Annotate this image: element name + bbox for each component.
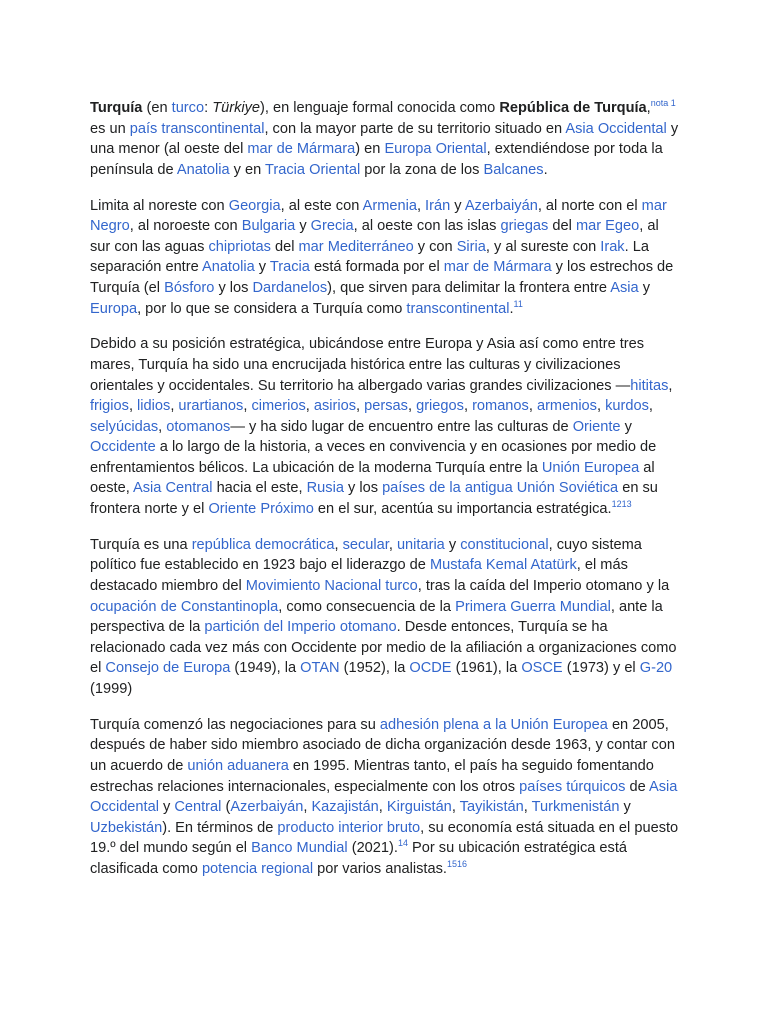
link-tracia[interactable]: Tracia: [269, 259, 310, 276]
text: de: [625, 778, 649, 795]
text: Por su ubicación estratégica está clasificada como: [90, 840, 627, 877]
paragraph-politics: [90, 535, 680, 700]
native-name: Türkiye: [212, 100, 261, 116]
text: — y ha sido lugar de encuentro entre las culturas de: [230, 418, 573, 435]
link-selyucidas[interactable]: selyúcidas: [90, 418, 159, 435]
link-union-aduanera[interactable]: unión aduanera: [187, 757, 289, 774]
text: por varios analistas.: [313, 860, 447, 877]
text: ,: [668, 377, 673, 394]
text: ,: [170, 398, 179, 415]
link-mar-egeo[interactable]: mar Egeo: [575, 218, 640, 235]
link-mustafa-kemal-ataturk[interactable]: Mustafa Kemal Atatürk: [429, 557, 577, 574]
link-anatolia[interactable]: Anatolia: [201, 259, 255, 276]
text: , como consecuencia de la: [278, 598, 456, 615]
text: , su economía está situada en el puesto 19.º del mundo según el: [90, 819, 679, 857]
article-body: [90, 98, 680, 895]
text: al oeste,: [90, 459, 655, 497]
footnote-12-13[interactable]: [612, 499, 632, 509]
text: , tras la caída del Imperio otomano y la: [417, 578, 670, 595]
text: ,: [648, 398, 653, 415]
text: ), que sirven para delimitar la frontera entre: [327, 279, 611, 296]
link-lidios[interactable]: lidios: [137, 398, 171, 415]
text: ,: [334, 536, 343, 553]
text: y: [620, 418, 632, 435]
link-consejo-de-europa[interactable]: Consejo de Europa: [105, 660, 231, 677]
link-irak[interactable]: Irak: [600, 238, 625, 255]
text: . La separación entre: [90, 238, 649, 276]
text: ,: [158, 418, 167, 435]
text: ) en: [355, 141, 385, 158]
text: Limita al noreste con: [90, 197, 229, 214]
link-transcontinental[interactable]: transcontinental: [406, 300, 510, 317]
text: y los: [343, 480, 383, 497]
text: . Desde entonces, Turquía se ha relacionado cada vez más con Occidente por medio de la afiliación a organizaciones como el: [90, 619, 677, 677]
footnote-link[interactable]: 13: [621, 499, 632, 510]
link-europa-oriental[interactable]: Europa Oriental: [384, 141, 487, 158]
link-bosforo[interactable]: Bósforo: [164, 279, 215, 296]
text: y: [295, 218, 311, 235]
link-paises-turquicos[interactable]: países túrquicos: [519, 778, 626, 795]
text: (2021).: [347, 840, 398, 857]
text: ,: [305, 398, 314, 415]
text: y los estrechos de Turquía (el: [90, 259, 674, 296]
text: ,: [416, 197, 426, 214]
link-potencia-regional[interactable]: potencia regional: [201, 860, 314, 877]
link-armenia[interactable]: Armenia: [362, 197, 417, 214]
link-europa[interactable]: Europa: [90, 300, 138, 317]
text: Turquía es una: [90, 536, 192, 553]
link-g-20[interactable]: G-20: [639, 660, 673, 677]
link-urartianos[interactable]: urartianos: [178, 398, 244, 415]
text: , al norte con el: [537, 197, 642, 214]
text: ,: [463, 398, 473, 415]
link-azerbaiyan[interactable]: Azerbaiyán: [464, 197, 538, 214]
text: en el sur, acentúa su importancia estratégica.: [313, 501, 612, 518]
text: y los: [214, 279, 253, 296]
link-kirguistan[interactable]: Kirguistán: [386, 799, 452, 816]
text: , con la mayor parte de su territorio situado en: [264, 120, 566, 137]
text: (: [221, 799, 231, 816]
link-uzbekistan[interactable]: Uzbekistán: [90, 819, 163, 836]
text: (1999): [90, 681, 133, 697]
text: a lo largo de la historia, a veces en convivencia y en ocasiones por medio de enfrentamientos bélicos. La ubicación de la moderna Turquía entre la: [90, 439, 657, 476]
footnote-link[interactable]: 11: [513, 298, 523, 309]
link-banco-mundial[interactable]: Banco Mundial: [251, 840, 348, 857]
link-anatolia[interactable]: Anatolia: [176, 161, 230, 178]
link-primera-guerra-mundial[interactable]: Primera Guerra Mundial: [455, 598, 611, 615]
link-republica-democratica[interactable]: república democrática: [191, 536, 335, 553]
text: .: [543, 161, 548, 178]
text: .: [509, 300, 514, 317]
text: y: [638, 279, 651, 296]
text: Turquía comenzó las negociaciones para su: [90, 716, 380, 733]
link-georgia[interactable]: Georgia: [228, 197, 281, 214]
text: ,: [243, 398, 252, 415]
footnote-11[interactable]: [514, 299, 523, 309]
link-balcanes[interactable]: Balcanes: [483, 161, 544, 178]
footnote-link[interactable]: 14: [397, 838, 408, 849]
link-oriente-proximo[interactable]: Oriente Próximo: [208, 501, 314, 518]
text: es un: [90, 120, 130, 137]
text: en 1995. Mientras tanto, el país ha seguido fomentando estrechas relaciones internacionales, especialmente con los otros: [90, 757, 654, 795]
link-ocde[interactable]: OCDE: [409, 660, 452, 677]
link-producto-interior-bruto[interactable]: producto interior bruto: [277, 819, 421, 836]
footnote-note-1[interactable]: [651, 98, 676, 108]
paragraph-borders: [90, 196, 680, 320]
link-cimerios[interactable]: cimerios: [251, 398, 306, 415]
text: ,: [596, 398, 606, 415]
paragraph-international-relations: [90, 715, 680, 880]
link-otan[interactable]: OTAN: [300, 660, 340, 677]
link-otomanos[interactable]: otomanos: [166, 418, 231, 435]
link-persas[interactable]: persas: [364, 398, 408, 415]
link-mar-de-marmara[interactable]: mar de Mármara: [247, 141, 356, 158]
link-asirios[interactable]: asirios: [313, 398, 357, 415]
text: Debido a su posición estratégica, ubicándose entre Europa y Asia así como entre tres mares, Turquía ha sido una encrucijada histórica entre las culturas y civilizaciones orientales y occidentales. Su territorio ha albergado varias grandes civilizaciones —: [90, 336, 645, 394]
text: :: [204, 100, 213, 116]
footnote-14[interactable]: [398, 838, 408, 848]
text: y: [254, 259, 270, 276]
link-griegos[interactable]: griegos: [416, 398, 464, 415]
link-asia[interactable]: Asia: [610, 279, 639, 296]
link-asia-occidental[interactable]: Asia Occidental: [90, 778, 678, 816]
link-ocupacion-de-constantinopla[interactable]: ocupación de Constantinopla: [90, 598, 279, 615]
text: (en: [142, 100, 172, 116]
footnote-link[interactable]: 16: [456, 858, 467, 869]
link-mar-de-marmara[interactable]: mar de Mármara: [443, 259, 552, 276]
text: (1949), la: [230, 660, 301, 677]
link-osce[interactable]: OSCE: [521, 660, 563, 677]
link-griegas[interactable]: griegas: [500, 218, 549, 235]
link-azerbaiyan[interactable]: Azerbaiyán: [230, 799, 304, 816]
text: , ante la perspectiva de la: [90, 598, 663, 636]
text: , al sur con las aguas: [90, 218, 659, 255]
text: , por lo que se considera a Turquía como: [137, 300, 407, 317]
link-central[interactable]: Central: [174, 799, 222, 816]
text: en su frontera norte y el: [90, 480, 658, 518]
text: ,: [523, 799, 532, 816]
text: , el más destacado miembro del: [90, 557, 628, 595]
link-turkmenistan[interactable]: Turkmenistán: [531, 799, 620, 816]
text: ,: [407, 398, 417, 415]
text: , al oeste con las islas: [353, 218, 501, 235]
link-grecia[interactable]: Grecia: [310, 218, 354, 235]
text: , al este con: [280, 197, 363, 214]
text: hacia el este,: [212, 480, 307, 497]
link-armenios[interactable]: armenios: [536, 398, 597, 415]
text: ,: [303, 799, 312, 816]
article-subject: Turquía: [90, 100, 143, 116]
text: y en: [229, 161, 266, 178]
text: del: [270, 238, 299, 255]
text: ,: [646, 100, 651, 116]
text: ,: [378, 799, 387, 816]
link-asia-occidental[interactable]: Asia Occidental: [565, 120, 667, 137]
link-particion-del-imperio-otomano[interactable]: partición del Imperio otomano: [204, 619, 397, 636]
paragraph-intro: [90, 98, 680, 180]
text: y: [619, 799, 631, 816]
footnote-link[interactable]: 12: [611, 499, 622, 510]
link-turco[interactable]: turco: [171, 100, 205, 116]
footnote-15-16[interactable]: [447, 859, 467, 869]
link-iran[interactable]: Irán: [425, 197, 451, 214]
link-hititas[interactable]: hititas: [630, 377, 669, 394]
text: (1973) y el: [562, 660, 640, 677]
link-movimiento-nacional-turco[interactable]: Movimiento Nacional turco: [245, 578, 418, 595]
link-tayikistan[interactable]: Tayikistán: [459, 799, 524, 816]
link-adhesion-union-europea[interactable]: adhesión plena a la Unión Europea: [379, 716, 608, 733]
paragraph-history: [90, 334, 680, 519]
footnote-link[interactable]: 15: [446, 858, 457, 869]
text: y: [450, 197, 465, 214]
link-mar-negro[interactable]: mar Negro: [90, 197, 667, 235]
formal-name: República de Turquía: [499, 100, 647, 116]
text: y una menor (al oeste del: [90, 120, 679, 158]
link-kazajistan[interactable]: Kazajistán: [311, 799, 379, 816]
link-union-europea[interactable]: Unión Europea: [541, 459, 640, 476]
link-romanos[interactable]: romanos: [472, 398, 529, 415]
text: , extendiéndose por toda la península de: [90, 141, 663, 178]
text: ,: [528, 398, 537, 415]
text: y con: [413, 238, 457, 255]
link-oriente[interactable]: Oriente: [572, 418, 621, 435]
text: y: [158, 799, 175, 816]
text: ). En términos de: [162, 819, 278, 836]
text: ,: [356, 398, 365, 415]
link-dardanelos[interactable]: Dardanelos: [252, 279, 328, 296]
text: ), en lenguaje formal conocida como: [260, 100, 500, 116]
link-unitaria[interactable]: unitaria: [396, 536, 445, 553]
text: , al noroeste con: [129, 218, 242, 235]
link-constitucional[interactable]: constitucional: [460, 536, 549, 553]
text: está formada por el: [309, 259, 444, 276]
text: ,: [388, 536, 397, 553]
text: en 2005, después de haber sido miembro asociado de dicha organización desde 1963, y contar con un acuerdo de: [90, 716, 675, 774]
text: (1952), la: [339, 660, 410, 677]
link-mar-mediterraneo[interactable]: mar Mediterráneo: [298, 238, 414, 255]
link-tracia-oriental[interactable]: Tracia Oriental: [265, 161, 361, 178]
link-rusia[interactable]: Rusia: [306, 480, 344, 497]
link-kurdos[interactable]: kurdos: [605, 398, 649, 415]
link-occidente[interactable]: Occidente: [90, 439, 156, 456]
link-secular[interactable]: secular: [342, 536, 389, 553]
link-frigios[interactable]: frigios: [90, 398, 129, 415]
text: , cuyo sistema político fue establecido en 1923 bajo el liderazgo de: [90, 536, 642, 574]
link-siria[interactable]: Siria: [456, 238, 486, 255]
text: del: [548, 218, 576, 235]
text: , y al sureste con: [485, 238, 601, 255]
text: (1961), la: [451, 660, 522, 677]
text: ,: [451, 799, 460, 816]
link-bulgaria[interactable]: Bulgaria: [241, 218, 296, 235]
link-paises-antigua-union-sovietica[interactable]: países de la antigua Unión Soviética: [382, 480, 619, 497]
link-asia-central[interactable]: Asia Central: [133, 480, 213, 497]
text: y: [444, 536, 461, 553]
text: por la zona de los: [360, 161, 484, 178]
footnote-link[interactable]: nota 1: [650, 98, 676, 108]
link-pais-transcontinental[interactable]: país transcontinental: [129, 120, 265, 137]
link-chipriotas[interactable]: chipriotas: [208, 238, 271, 255]
text: ,: [128, 398, 138, 415]
